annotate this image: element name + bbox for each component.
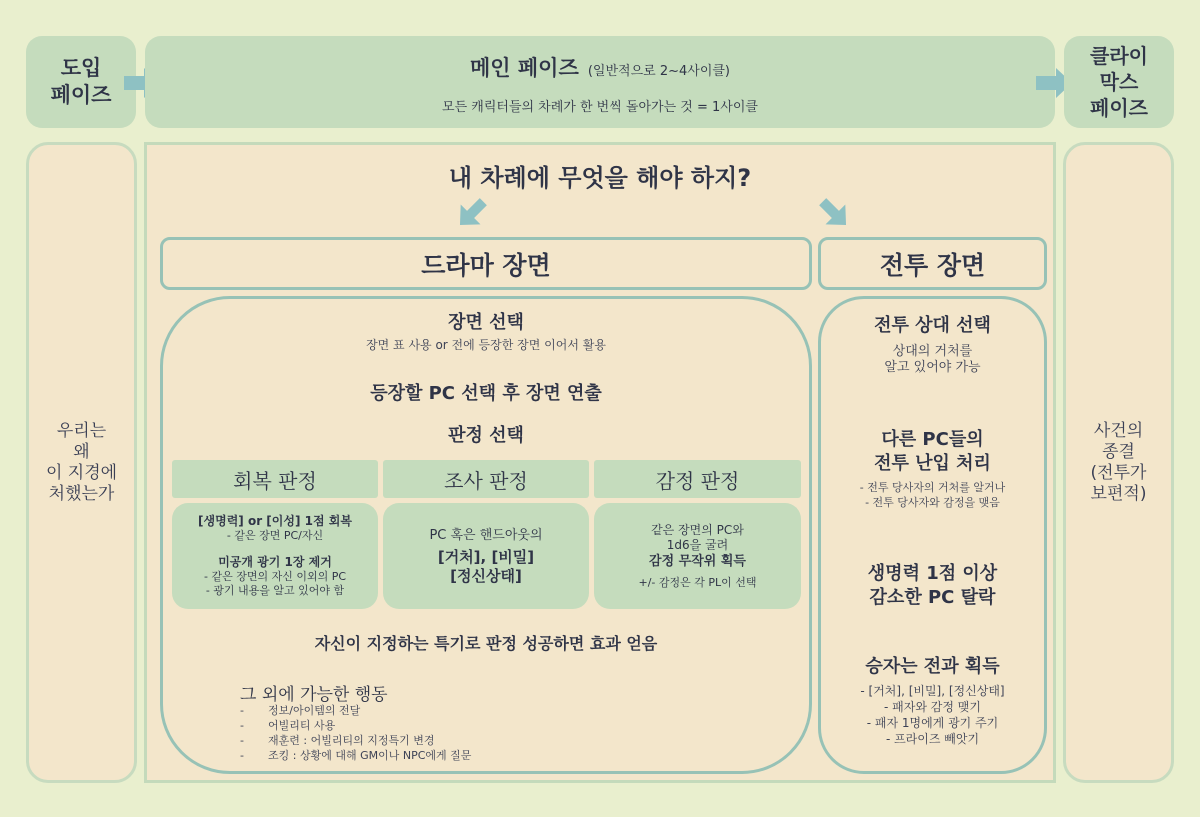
main-phase-note: (일반적으로 2~4사이클) bbox=[587, 63, 731, 79]
emotion-line: 1d6을 굴려 bbox=[666, 537, 729, 552]
combat-block-select-opponent: 전투 상대 선택 상대의 거처를 알고 있어야 가능 bbox=[874, 315, 991, 375]
investigation-line: [정신상태] bbox=[450, 566, 522, 585]
climax-line3: 페이즈 bbox=[1090, 96, 1148, 120]
recovery-line: - 같은 장면의 자신 이외의 PC bbox=[203, 570, 347, 583]
list-item: - 어빌리티 사용 bbox=[240, 719, 336, 732]
climax-line2: 막스 bbox=[1099, 70, 1139, 94]
investigation-judge-body bbox=[383, 503, 589, 609]
list-item: - 조킹 : 상황에 대해 GM이나 NPC에게 질문 bbox=[240, 749, 472, 762]
main-question: 내 차례에 무엇을 해야 하지? bbox=[448, 164, 752, 192]
climax-line1: 클라이 bbox=[1090, 44, 1148, 68]
arrow-down-left-icon bbox=[452, 193, 492, 233]
right-side-line4: 보편적) bbox=[1090, 483, 1147, 504]
success-note: 자신이 지정하는 특기로 판정 성공하면 효과 얻음 bbox=[314, 634, 658, 653]
main-phase-subtitle: 모든 캐릭터들의 차례가 한 번씩 돌아가는 것 = 1사이클 bbox=[442, 99, 758, 115]
judge-select-title: 판정 선택 bbox=[448, 425, 524, 446]
combat-block-spoils: 승자는 전과 획득 - [거처], [비밀], [정신상태] - 패자와 감정 맺기 - 패자 1명에게 광기 주기 - 프라이즈 빼앗기 bbox=[860, 656, 1005, 746]
right-side-line1: 사건의 bbox=[1093, 420, 1144, 441]
arrow-down-right-icon bbox=[814, 193, 854, 233]
left-side-line2: 왜 bbox=[73, 441, 90, 462]
left-side-line4: 처했는가 bbox=[48, 483, 115, 504]
recovery-line: 미공개 광기 1장 제거 bbox=[218, 555, 332, 569]
intro-phase-line1: 도입 bbox=[60, 56, 102, 80]
emotion-line: 같은 장면의 PC와 bbox=[651, 522, 744, 537]
recovery-line: - 광기 내용을 알고 있어야 함 bbox=[205, 584, 345, 597]
other-actions-list bbox=[240, 703, 471, 763]
investigation-judge-header: 조사 판정 bbox=[383, 460, 589, 498]
recovery-judge-body bbox=[172, 503, 378, 609]
recovery-line: [생명력] or [이성] 1점 회복 bbox=[198, 514, 352, 528]
recovery-judge-header: 회복 판정 bbox=[172, 460, 378, 498]
left-side-panel bbox=[26, 142, 137, 783]
scene-select-title: 장면 선택 bbox=[448, 312, 524, 333]
recovery-line: - 같은 장면 PC/자신 bbox=[226, 529, 324, 542]
emotion-judge-header: 감정 판정 bbox=[594, 460, 801, 498]
drama-scene-header: 드라마 장면 bbox=[160, 237, 812, 290]
intro-phase-box bbox=[26, 36, 136, 128]
pc-select-title: 등장할 PC 선택 후 장면 연출 bbox=[370, 383, 602, 404]
left-side-line1: 우리는 bbox=[56, 420, 107, 441]
right-side-line2: 종결 bbox=[1102, 441, 1135, 462]
investigation-line: PC 혹은 핸드아웃의 bbox=[429, 527, 543, 543]
investigation-line: [거처], [비밀] bbox=[437, 547, 535, 566]
climax-phase-box bbox=[1064, 36, 1174, 128]
combat-block-intrusion: 다른 PC들의 전투 난입 처리 - 전투 당사자의 거처를 알거나 - 전투 당사자와 감정을 맺음 bbox=[859, 429, 1006, 509]
list-item: - 정보/아이템의 전달 bbox=[240, 704, 361, 717]
emotion-judge-body bbox=[594, 503, 801, 609]
list-item: - 재훈련 : 어빌리티의 지정특기 변경 bbox=[240, 734, 435, 747]
main-phase-box bbox=[145, 36, 1055, 128]
main-phase-title: 메인 페이즈 bbox=[469, 55, 579, 80]
left-side-line3: 이 지경에 bbox=[45, 462, 118, 483]
emotion-line: +/- 감정은 각 PL이 선택 bbox=[638, 575, 757, 589]
combat-scene-header: 전투 장면 bbox=[818, 237, 1047, 290]
right-side-panel bbox=[1063, 142, 1174, 783]
intro-phase-line2: 페이즈 bbox=[50, 83, 112, 107]
scene-select-subtitle: 장면 표 사용 or 전에 등장한 장면 이어서 활용 bbox=[366, 338, 606, 352]
right-side-line3: (전투가 bbox=[1090, 462, 1147, 483]
emotion-line: 감정 무작위 획득 bbox=[649, 553, 746, 569]
combat-block-elimination: 생명력 1점 이상 감소한 PC 탈락 bbox=[867, 563, 998, 608]
other-actions-title: 그 외에 가능한 행동 bbox=[240, 685, 388, 705]
